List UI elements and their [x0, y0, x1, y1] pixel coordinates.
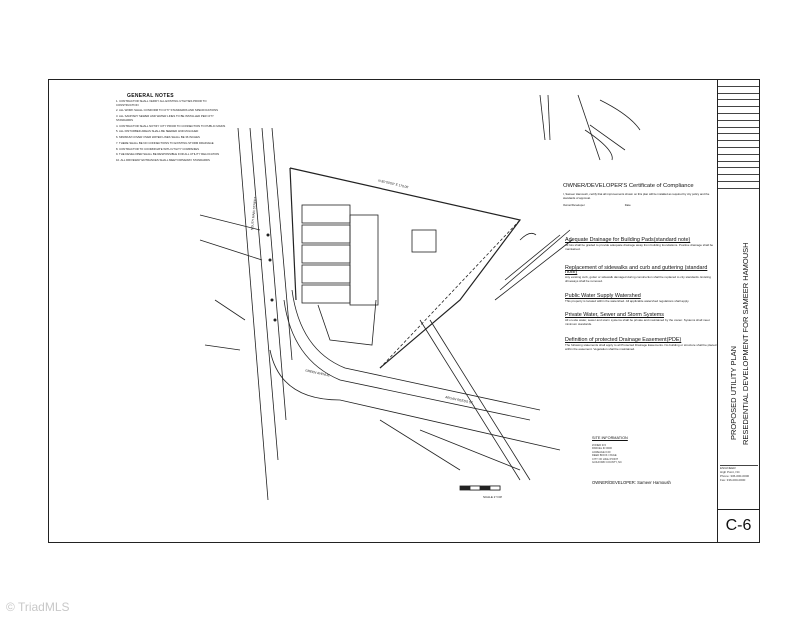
panel-text: This property is located within the watershed. All applicable watershed regulations shall apply. [565, 299, 690, 303]
street-label-vertical: SOUTH MAIN STREET [250, 196, 258, 231]
site-info-line: DEED BOOK / PAGE [592, 454, 617, 458]
note-item: 1. CONTRACTOR SHALL VERIFY ALL EXISTING UTILITIES PRIOR TO CONSTRUCTION [116, 99, 207, 107]
sheet-number: C-6 [718, 509, 759, 542]
general-notes-title: GENERAL NOTES [127, 93, 174, 99]
signature-label: Owner/Developer [563, 203, 585, 208]
site-information-title: SITE INFORMATION [592, 436, 628, 440]
note-item: 2. ALL WORK SHALL CONFORM TO CITY STANDARDS AND SPECIFICATIONS [116, 108, 218, 113]
bearing-label-bottom: ARGAN REEDS ST [444, 395, 474, 405]
note-item: 8. CONTRACTOR TO COORDINATE WITH UTILITY COMPANIES [116, 146, 199, 151]
engineer-info-line: ENGINEER [720, 466, 736, 470]
panel-heading: Private Water, Sewer and Storm Systems [565, 312, 664, 318]
bearing-label-top: N 85°00'00" E 170.00' [377, 178, 410, 190]
note-panel-watershed [565, 294, 717, 305]
engineer-info-line: Phone: 336-000-0000 [720, 474, 750, 478]
engineer-info [720, 465, 758, 506]
note-panel-drainage [565, 238, 717, 253]
scale-label: SCALE 1"=30' [483, 495, 503, 499]
note-panel-private-systems [565, 313, 717, 328]
street-label-horizontal: GREEN AVENUE [304, 368, 331, 378]
panel-heading: Definition of protected Drainage Easement(PDE) [565, 337, 682, 343]
note-item: 6. MINIMUM COVER OVER WATER LINES SHALL BE 36 INCHES [116, 135, 200, 140]
note-panel-pde [565, 338, 717, 353]
owner-certificate-body: I, Sameer Hamoush, certify that all improvements shown on this plan will be installed as required by city policy and the standards of approval. [563, 192, 710, 200]
note-item: 5. ALL DISTURBED AREAS SHALL BE SEEDED AND MULCHED [116, 129, 199, 134]
owner-certificate-text [563, 193, 713, 208]
engineer-info-line: Fax: 336-000-0000 [720, 478, 746, 482]
revision-table [718, 80, 759, 182]
panel-text: All on-site water, sewer and storm systems shall be private and maintained by the owner. Systems shall meet minimum standards. [565, 318, 710, 326]
panel-text: The following statements shall apply to all Protected Drainage Easements. No building or structure shall be placed within the easement. Vegetation shall be maintained. [565, 343, 717, 351]
site-info-line: GUILFORD COUNTY, NC [592, 461, 622, 465]
panel-text: All lots shall be graded to provide adequate drainage away from building foundations. Positive drainage shall be maintained. [565, 243, 714, 251]
site-info-line: ZONED R-5 [592, 444, 606, 447]
general-notes-list [116, 100, 226, 165]
panel-text: Any existing curb, gutter or sidewalk damaged during construction shall be replaced to city standards. Existing driveways shall be removed. [565, 275, 711, 283]
note-item: 9. THE DEVELOPER SHALL BE RESPONSIBLE FOR ALL UTILITY RELOCATION [116, 152, 220, 157]
engineer-info-line: High Point, NC [720, 470, 740, 474]
note-item: 7. THERE SHALL BE NO CONNECTIONS TO EXISTING STORM DRAINAGE [116, 140, 214, 145]
note-item: 3. ALL SANITARY SEWER AND WATER LINES TO BE INSTALLED PER CITY STANDARDS [116, 114, 214, 122]
panel-heading: Public Water Supply Watershed [565, 293, 641, 299]
panel-heading: Replacement of sidewalks and curb and guttering (standard note) [565, 265, 708, 275]
site-info-line: CITY OF HIGH POINT [592, 457, 619, 461]
note-item: 4. CONTRACTOR SHALL NOTIFY CITY PRIOR TO CONNECTION TO PUBLIC MAINS [116, 123, 226, 128]
sheet-title-line1: PROPOSED UTILITY PLAN [729, 345, 738, 440]
note-item: 10. ALL DRIVEWAY ENTRANCES SHALL MEET DRIVEWAY STANDARDS [116, 158, 210, 163]
date-label: Date [624, 203, 631, 208]
sheet-title [722, 190, 756, 450]
sheet-title-line2: RESEDENTIAL DEVELOPMENT FOR SAMEER HAMOUSH [741, 242, 750, 445]
owner-developer-label: OWNER/DEVELOPER: Sameer Hamoush [592, 480, 671, 485]
title-block [718, 79, 760, 543]
site-info-line: PARCEL ID 0000 [592, 447, 612, 451]
panel-heading: Adequate Drainage for Building Pads(standard note) [565, 237, 691, 243]
owner-certificate-title: OWNER/DEVELOPER'S Certificate of Compliance [563, 183, 694, 189]
site-info-line: ACREAGE 0.00 [592, 450, 611, 454]
watermark-logo: © TriadMLS [6, 600, 70, 614]
site-information-list [592, 444, 622, 464]
note-panel-sidewalks [565, 266, 717, 285]
